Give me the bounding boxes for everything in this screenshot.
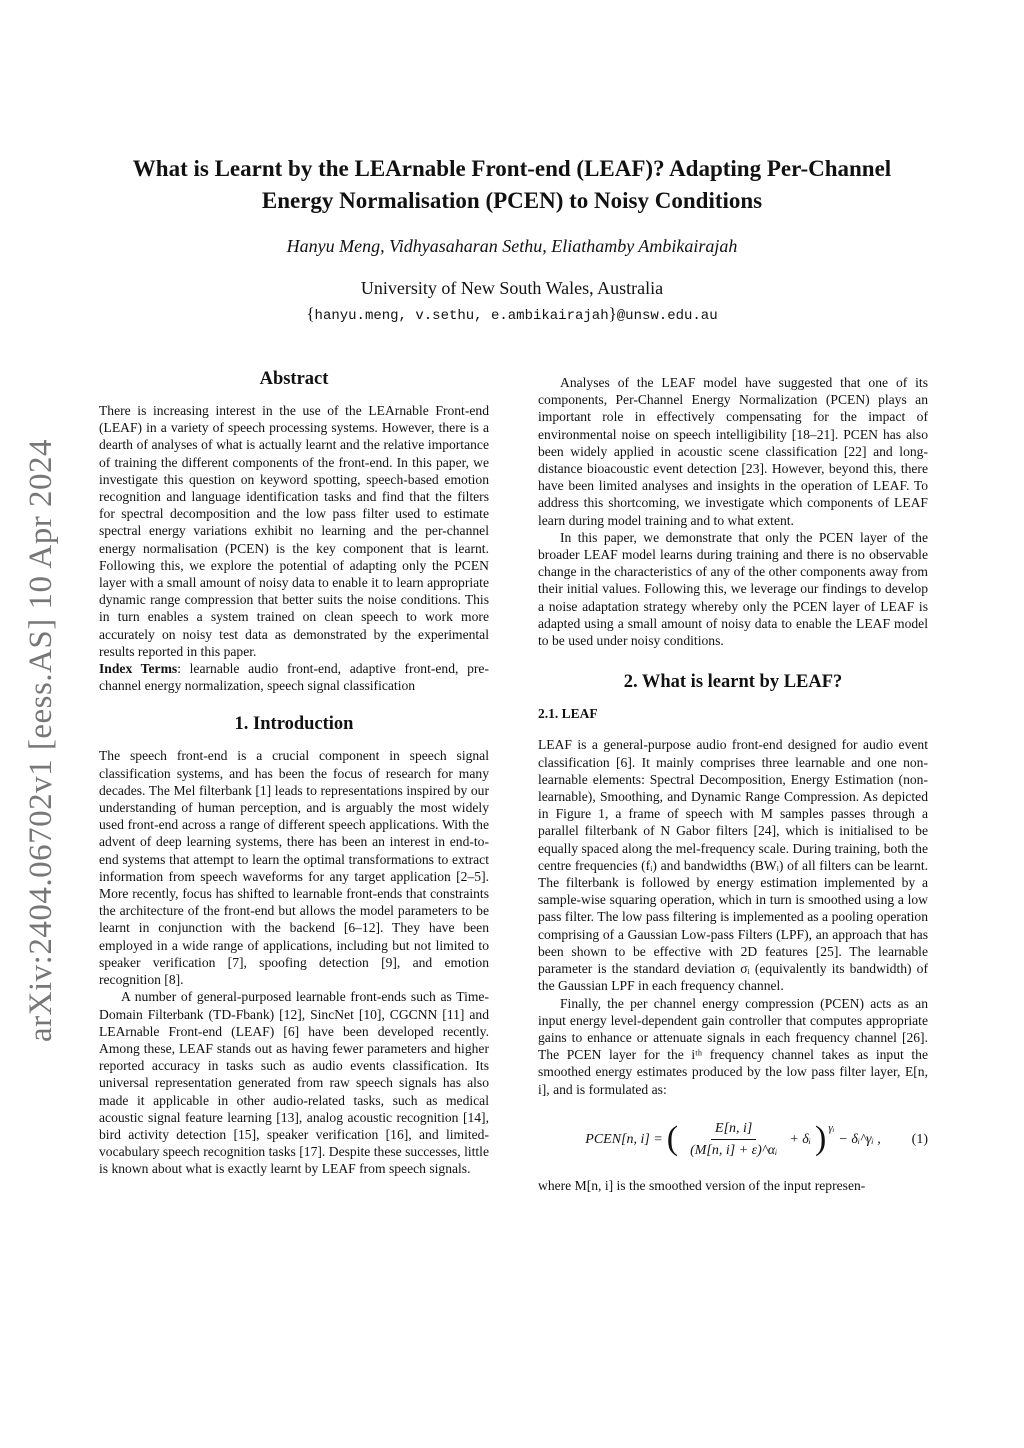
- title-line-2: Energy Normalisation (PCEN) to Noisy Conditions: [261, 188, 763, 213]
- leaf-paragraph: LEAF is a general-purpose audio front-end designed for audio event classification [6]. It mainly comprises three learnable and one non-learnable elements: Spectral Decomposition, Energy Estimation (non-learnable), Smoothing, and Dynamic Range Compression. As depicted in Figure 1, a frame of speech with M samples passes through a parallel filterbank of N Gabor filters [24], which is initialised to be equally spaced along the mel-frequency scale. During training, both the centre frequencies (fᵢ) and bandwidths (BWᵢ) of all filters can be learnt. The filterbank is followed by energy estimation implemented by a sample-wise squaring operation, which in turn is smoothed using a low pass filter. The low pass filtering is implemented as a pooling operation comprising of a Gaussian Low-pass Filters (LPF), an approach that has been shown to be effective with 2D features [25]. The learnable parameter is the standard deviation σᵢ (equivalently its bandwidth) of the Gaussian LPF in each frequency channel.: [538, 737, 928, 994]
- index-terms: [99, 660, 489, 694]
- affiliation: University of New South Wales, Australia: [360, 278, 664, 298]
- post-equation-text: where M[n, i] is the smoothed version of the input represen-: [538, 1178, 866, 1194]
- left-paren: (: [666, 1120, 679, 1158]
- right-paren: ): [815, 1120, 827, 1158]
- title-line-1: What is Learnt by the LEArnable Front-end (LEAF)? Adapting Per-Channel: [132, 156, 892, 181]
- equation-numerator: E[n, i]: [711, 1120, 756, 1140]
- email-domain: @unsw.edu.au: [616, 308, 718, 324]
- introduction-heading: 1. Introduction: [234, 714, 354, 735]
- equation-lhs: PCEN[n, i] =: [585, 1131, 663, 1147]
- email-line: [90, 304, 934, 324]
- author-list: Hanyu Meng, Vidhyasaharan Sethu, Eliathamby Ambikairajah: [286, 236, 738, 256]
- arxiv-side-stamp: [18, 440, 64, 1040]
- arxiv-id-text: arXiv:2404.06702v1 [eess.AS] 10 Apr 2024: [22, 438, 59, 1042]
- pcen-paragraph: Finally, the per channel energy compression (PCEN) acts as an input energy level-dependent gain controller that computes appropriate gains to enhance or attenuate signals in each frequency channel [26]. The PCEN layer for the iᵗʰ frequency channel takes as input the smoothed energy estimates produced by the low pass filter layer, E[n, i], and is formulated as:: [538, 995, 928, 1097]
- equation-fraction: [686, 1120, 781, 1159]
- abstract-text: There is increasing interest in the use of the LEArnable Front-end (LEAF) in a variety of speech processing systems. However, there is a dearth of analyses of what is actually learnt and the relative importance of training the different components of the front-end. In this paper, we investigate this question on keyword spotting, speech-based emotion recognition and language identification tasks and find that the filters for spectral decomposition and the low pass filter used to estimate spectral energy variations exhibit no learning and the per-channel energy normalisation (PCEN) is the key component that is learnt. Following this, we explore the potential of adapting only the PCEN layer with a small amount of noisy data to enable it to learn appropriate dynamic range compression that better suits the noise conditions. This in turn enables a system trained on clean speech to work more accurately on noisy test data as demonstrated by the experimental results reported in this paper.: [99, 403, 489, 659]
- right-column: [538, 374, 928, 1194]
- pcen-equation: [538, 1120, 928, 1159]
- index-terms-label: Index Terms: [99, 661, 178, 677]
- index-terms-text: : learnable audio front-end, adaptive front-end, pre-channel energy normalization, speech signal classification: [99, 661, 489, 694]
- email-names: hanyu.meng, v.sethu, e.ambikairajah: [314, 308, 609, 324]
- equation-denominator: (M[n, i] + ε)^αᵢ: [690, 1142, 778, 1158]
- intro-paragraph-2: A number of general-purposed learnable front-ends such as Time-Domain Filterbank (TD-Fbank) [12], SincNet [10], CGCNN [11] and LEArnable Front-end (LEAF) [6] have been developed recently. Among these, LEAF stands out as having fewer parameters and higher reported accuracy in tasks such as audio events classification. Its universal representation generated from raw speech signals has also made it applicable in other audio-related tasks, such as medical acoustic signal feature learning [13], analog acoustic recognition [14], bird activity detection [15], speaker verification [16], and limited-vocabulary speech recognition tasks [17]. Despite these successes, little is known about what is exactly learnt by LEAF from speech signals.: [99, 989, 489, 1177]
- email-close-brace: }: [608, 304, 617, 323]
- section-2-heading: 2. What is learnt by LEAF?: [623, 672, 843, 693]
- intro-paragraph-1: The speech front-end is a crucial component in speech signal classification systems, and has been the focus of research for many decades. The Mel filterbank [1] leads to representations inspired by our understanding of human perception, and is arguably the most widely used front-end across a range of different speech applications. With the advent of deep learning systems, there has been an interest in end-to-end systems that attempt to learn the optimal transformations to extract information from speech waveforms for any target application [2–5]. More recently, focus has shifted to learnable front-ends that constraints the architecture of the front-end but allows the model parameters to be learnt in conjunction with the backend [6–12]. They have been employed in a wide range of applications, including but not limited to speaker verification [7], spoofing detection [9], and emotion recognition [8].: [99, 748, 489, 988]
- abstract-heading: Abstract: [259, 369, 329, 389]
- paper-title: [90, 153, 934, 217]
- equation-plus-delta: + δᵢ: [789, 1131, 811, 1147]
- right-paragraph-2: In this paper, we demonstrate that only the PCEN layer of the broader LEAF model learns during training and there is no observable change in the characteristics of any of the other components away from their initial values. Following this, we leverage our findings to develop a noise adaptation strategy whereby only the PCEN layer of LEAF is adapted using a small amount of noisy data to enable the LEAF model to be used under noisy conditions.: [538, 529, 928, 649]
- right-paragraph-1: Analyses of the LEAF model have suggested that one of its components, Per-Channel Energy Normalization (PCEN) plays an important role in effectively compensating for the impact of environmental noise on speech intelligibility [18–21]. PCEN has also been widely applied in acoustic scene classification [22] and long-distance bioacoustic event detection [23]. However, beyond this, there have been limited analyses and insights in the operation of LEAF. To address this shortcoming, we investigate which components of LEAF learn during model training and to what extent.: [538, 375, 928, 528]
- email-open-brace: {: [306, 304, 315, 323]
- left-column: [99, 368, 489, 1178]
- equation-power: γᵢ: [828, 1121, 835, 1134]
- subsection-2-1-heading: 2.1. LEAF: [538, 706, 598, 722]
- equation-minus-term: − δᵢ^γᵢ ,: [838, 1131, 881, 1147]
- equation-number: (1): [911, 1131, 928, 1147]
